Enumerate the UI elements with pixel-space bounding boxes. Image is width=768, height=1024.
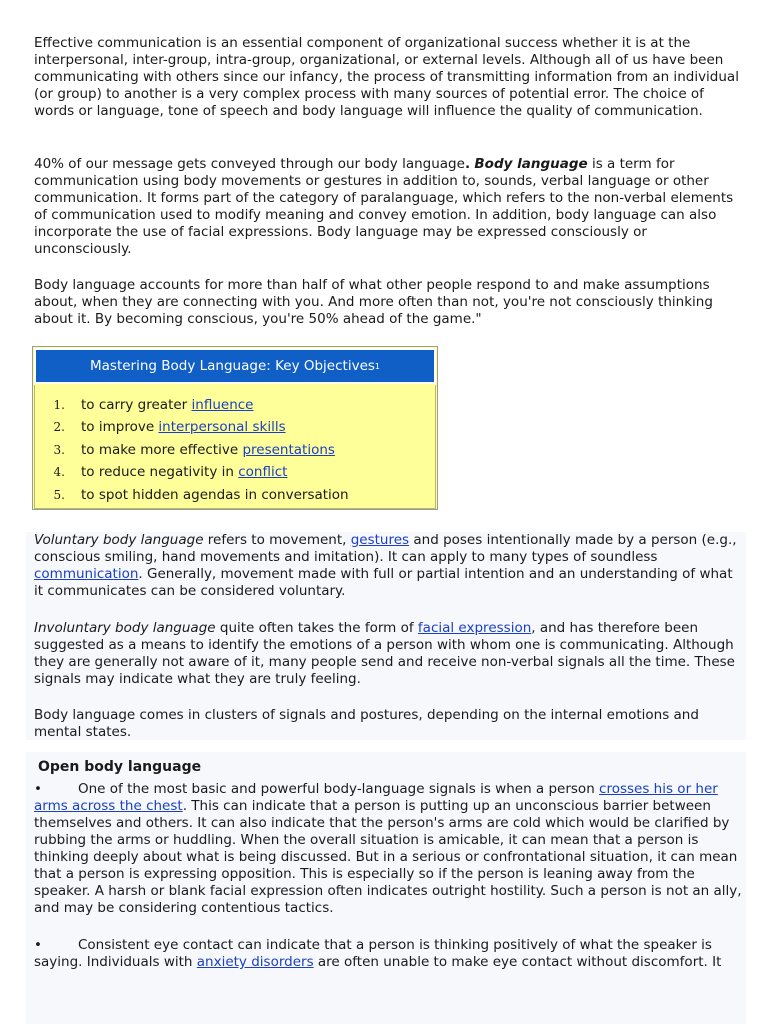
key-objectives-box [32, 346, 438, 510]
accounts-paragraph [34, 277, 742, 328]
accounts-text: Body language accounts for more than half of what other people respond to and make assumptions about, when they are connecting with you. And more often than not, you're not consciously thinking about it. By becoming conscious, you're 50% ahead of the game." [34, 277, 713, 327]
involuntary-text-b: , and has therefore been suggested as a means to identify the emotions of a person with whom one is communicating. Although they are generally not aware of it, many people send and receive non-verbal signals all the time. These signals may indicate what they are truly feeling. [34, 620, 735, 687]
bullet-eye-text [34, 937, 742, 971]
objective-number: 2. [53, 420, 65, 435]
interpersonal-skills-link[interactable]: interpersonal skills [158, 419, 286, 436]
voluntary-text-c: . Generally, movement made with full or partial intention and an understanding of what it communicates can be considered voluntary. [34, 566, 733, 599]
objective-text: to improve [81, 419, 155, 436]
anxiety-disorders-link[interactable]: anxiety disorders [196, 954, 314, 970]
objective-item [35, 439, 435, 462]
bullet-marker: • [34, 781, 42, 797]
objective-item [35, 394, 435, 417]
body-language-term: Body language [474, 156, 588, 172]
communication-link[interactable]: communication [34, 566, 139, 582]
footnote-marker: 1 [374, 361, 380, 371]
influence-link[interactable]: influence [191, 396, 254, 413]
bullet2-text-a: Consistent eye contact can indicate that a person is thinking positively of what the speaker is saying. Individuals with [34, 937, 712, 970]
involuntary-paragraph [34, 620, 742, 688]
body-language-paragraph [34, 156, 742, 258]
objective-number: 3. [53, 442, 65, 457]
bullet1-text-b: . This can indicate that a person is putting up an unconscious barrier between themselves and others. It can also indicate that the person's arms are cold which would be clarified by rubbing the arms or huddling. When the overall situation is amicable, it can mean that a person is thinking deeply about what is being discussed. But in a serious or confrontational situation, it can mean that a person is expressing opposition. This is especially so if the person is leaning away from the speaker. A harsh or blank facial expression often indicates outright hostility. Such a person is not an ally, and may be considering contentious tactics. [34, 798, 742, 916]
objective-number: 5. [53, 487, 65, 502]
clusters-text: Body language comes in clusters of signals and postures, depending on the internal emotions and mental states. [34, 707, 699, 740]
open-body-language-heading [38, 759, 746, 776]
conflict-link[interactable]: conflict [238, 464, 288, 481]
bullet1-text-a: One of the most basic and powerful body-language signals is when a person [78, 781, 600, 797]
voluntary-term: Voluntary body language [34, 532, 204, 548]
intro-paragraph [34, 35, 742, 120]
bullet-arms-crossed [34, 781, 742, 917]
key-objectives-body [34, 385, 436, 509]
para2-dot: . [464, 156, 471, 172]
involuntary-term: Involuntary body language [34, 620, 216, 636]
objective-item [35, 417, 435, 440]
bullet-marker: • [34, 937, 42, 953]
voluntary-text-b: and poses intentionally made by a person (e.g., conscious smiling, hand movements and imitation). It can apply to many types of soundless [34, 532, 737, 565]
facial-expression-link[interactable]: facial expression [417, 620, 532, 636]
objectives-list [35, 394, 435, 507]
gestures-link[interactable]: gestures [350, 532, 410, 548]
voluntary-paragraph [34, 532, 742, 600]
bullet-eye-contact [34, 937, 742, 971]
objective-number: 1. [53, 397, 65, 412]
bullet2-text-b: are often unable to make eye contact without discomfort. It [313, 954, 722, 970]
key-objectives-title: Mastering Body Language: Key Objectives [89, 357, 375, 374]
crosses-arms-link[interactable]: crosses his or her arms across the chest [34, 781, 718, 814]
objective-item [35, 484, 435, 507]
objective-item [35, 462, 435, 485]
bullet-arms-text [34, 781, 742, 917]
para2-rest: is a term for communication using body movements or gestures in addition to, sounds, verbal language or other communication. It forms part of the category of paralanguage, which refers to the non-verbal elements of communication used to modify meaning and convey emotion. In addition, body language can also incorporate the use of facial expressions. Body language may be expressed consciously or unconsciously. [34, 156, 734, 257]
key-objectives-header [34, 348, 436, 384]
involuntary-text [34, 620, 742, 688]
objective-text: to carry greater [81, 396, 188, 413]
objective-text: to spot hidden agendas in conversation [81, 486, 349, 503]
voluntary-text [34, 532, 742, 600]
intro-text: Effective communication is an essential component of organizational success whether it is at the interpersonal, inter-group, intra-group, organizational, or external levels. Although all of us have been communicating with others since our infancy, the process of transmitting information from an individual (or group) to another is a very complex process with many sources of potential error. The choice of words or language, tone of speech and body language will influence the quality of communication. [34, 35, 739, 119]
para2-lead: 40% of our message gets conveyed through our body language [34, 156, 465, 172]
clusters-paragraph [34, 707, 742, 741]
objective-text: to make more effective [81, 441, 239, 458]
presentations-link[interactable]: presentations [242, 441, 335, 458]
voluntary-text-a: refers to movement, [203, 532, 351, 548]
objective-text: to reduce negativity in [81, 464, 234, 481]
body-language-text [34, 156, 742, 258]
involuntary-text-a: quite often takes the form of [215, 620, 418, 636]
objective-number: 4. [53, 465, 65, 480]
section-heading: Open body language [38, 759, 202, 775]
